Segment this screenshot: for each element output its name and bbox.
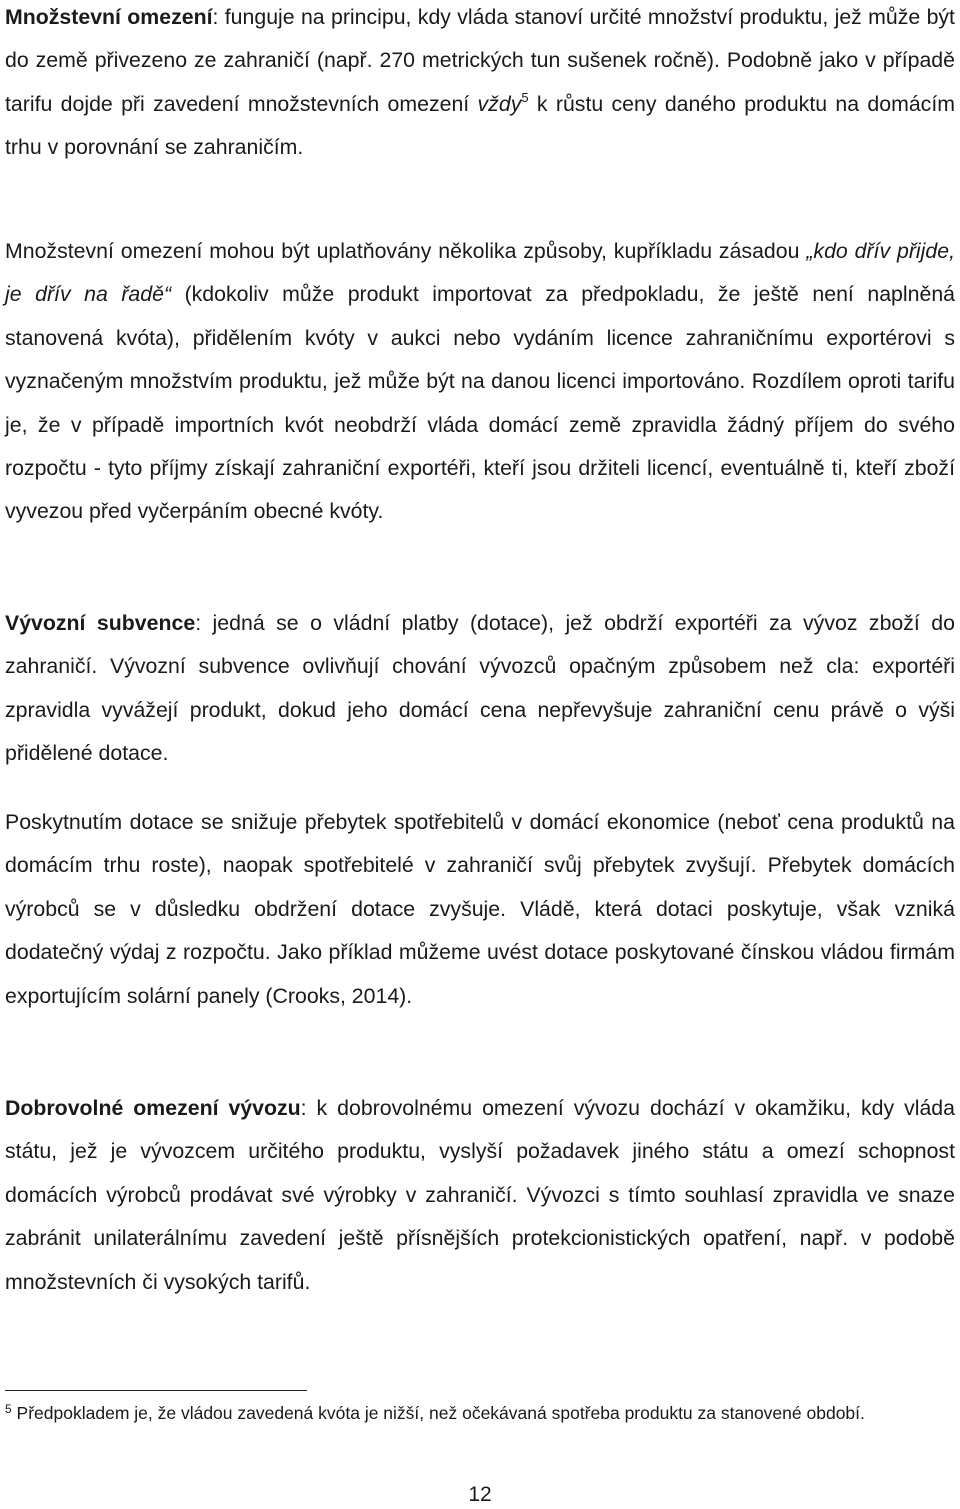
page-number: 12 [468,1483,492,1506]
term-quantity-restrictions: Množstevní omezení [5,5,213,29]
paragraph-voluntary-export-restraint [5,1087,955,1304]
footnote-number: 5 [5,1402,12,1416]
footnote [5,1400,955,1426]
paragraph-text: : jedná se o vládní platby (dotace), jež obdrží exportéři za vývoz zboží do zahraničí. Vývozní subvence ovlivňují chování vývozců opačným způsobem než cla: exportéři zpravidla vyvážejí produkt, dokud jeho domácí cena nepřevyšuje zahraniční cenu právě o výši přidělené dotace. [5,611,955,766]
paragraph-quantity-restrictions [5,0,955,170]
paragraph-text: Poskytnutím dotace se snižuje přebytek spotřebitelů v domácí ekonomice (neboť cena produktů na domácím trhu roste), naopak spotřebitelé v zahraničí svůj přebytek zvyšují. Přebytek domácích výrobců se v důsledku obdržení dotace zvyšuje. Vládě, která dotaci poskytuje, však vzniká dodatečný výdaj z rozpočtu. Jako příklad můžeme uvést dotace poskytované čínskou vládou firmám exportujícím solární panely (Crooks, 2014). [5,810,955,1008]
term-voluntary-export-restraint: Dobrovolné omezení vývozu [5,1096,301,1120]
paragraph-text: Množstevní omezení mohou být uplatňovány několika způsoby, kupříkladu zásadou [5,239,807,263]
paragraph-text: (kdokoliv může produkt importovat za předpokladu, že ještě není naplněná stanovená kvóta), přidělením kvóty v aukci nebo vydáním licence zahraničnímu exportérovi s vyznačeným množstvím produktu, jež může být na danou licenci importováno. Rozdílem oproti tarifu je, že v případě importních kvót neobdrží vláda domácí země zpravidla žádný příjem do svého rozpočtu - tyto příjmy získají zahraniční exportéři, kteří jsou držiteli licencí, eventuálně ti, kteří zboží vyvezou před vyčerpáním obecné kvóty. [5,282,956,524]
footnote-text: Předpokladem je, že vládou zavedená kvóta je nižší, než očekávaná spotřeba produktu za stanovené období. [11,1403,865,1423]
paragraph-text: k růstu ceny daného produktu na domácím trhu v porovnání se zahraničím. [5,91,955,160]
paragraph-subsidy-effects [5,801,955,1018]
quote-first-come: „kdo dřív přijde, je dřív na řadě“ [5,239,955,307]
term-export-subsidies: Vývozní subvence [5,611,196,635]
footnote-divider [5,1390,307,1391]
paragraph-text: : funguje na principu, kdy vláda stanoví určité množství produktu, jež může být do země přivezeno ze zahraničí (např. 270 metrických tun sušenek ročně). Podobně jako v případě tarifu dojde při zavedení množstevních omezení [5,5,955,116]
paragraph-export-subsidies [5,602,955,776]
paragraph-quota-methods [5,230,955,534]
paragraph-text: : k dobrovolnému omezení vývozu dochází v okamžiku, kdy vláda státu, jež je vývozcem určitého produktu, vyslyší požadavek jiného státu a omezí schopnost domácích výrobců prodávat své výrobky v zahraničí. Vývozci s tímto souhlasí zpravidla ve snaze zabránit unilaterálnímu zavedení ještě přísnějších protekcionistických opatření, např. v podobě množstevních či vysokých tarifů. [5,1096,955,1294]
emphasis-always: vždy [477,91,522,116]
footnote-reference[interactable]: 5 [521,89,529,105]
